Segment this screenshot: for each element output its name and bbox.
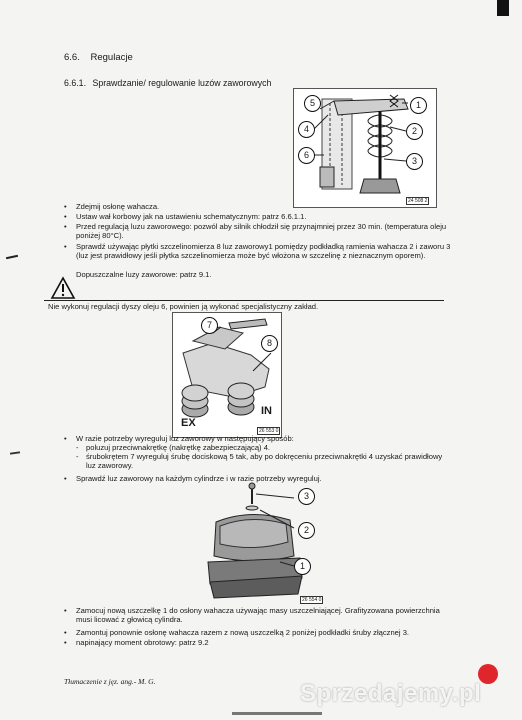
figure-code: 26 554 0 — [302, 597, 322, 603]
binding-mark — [6, 255, 18, 259]
warning-triangle-icon — [50, 276, 76, 300]
list-item-text: napinający moment obrotowy: patrz 9.2 — [76, 638, 209, 647]
exhaust-label: EX — [181, 417, 196, 429]
subsection-title: Sprawdzanie/ regulowanie luzów zaworowych — [92, 78, 272, 88]
callout-7: 7 — [201, 317, 218, 334]
callout-6: 6 — [298, 147, 315, 164]
translator-note: Tłumaczenie z jęz. ang.- M. G. — [64, 677, 156, 686]
list-item-text: Zdejmij osłonę wahacza. — [76, 202, 160, 211]
callout-2: 2 — [298, 522, 315, 539]
callout-4: 4 — [298, 121, 315, 138]
list-item-text: Dopuszczalne luzy zaworowe: patrz 9.1. — [76, 270, 212, 279]
subsection-heading — [64, 78, 271, 88]
list-item-text: Zamontuj ponownie osłonę wahacza razem z nową uszczelką 2 poniżej podkładki śruby złącznej 3. — [76, 628, 410, 637]
section-heading — [64, 52, 133, 63]
warning-rule — [44, 300, 444, 301]
list-item-text: Sprawdź używając płytki szczelinomierza 8 luz zaworowy1 pomiędzy podkładką ramienia wahacza 2 i zaworu 3 (luz jest prawidłowy jeśli płytka szczelinomierza może być włożona w szczelinę z nieznacznym oporem). — [76, 242, 451, 261]
sub-list-item-text: poluzuj przeciwnakrętkę (nakrętkę zabezpieczającą) 4. — [86, 443, 271, 452]
section-title: Regulacje — [90, 52, 133, 63]
scan-corner-mark — [497, 0, 509, 16]
binding-mark — [10, 451, 20, 454]
callout-3: 3 — [298, 488, 315, 505]
figure-code: 26 553 0 — [259, 428, 279, 434]
sub-list-item-text: śrubokrętem 7 wyreguluj śrubę dociskową 5 tak, aby po dokręceniu przeciwnakrętki 4 uzyskać prawidłowy luz zaworowy. — [86, 452, 443, 471]
callout-2: 2 — [406, 123, 423, 140]
list-item-text: Ustaw wał korbowy jak na ustawieniu schematycznym: patrz 6.6.1.1. — [76, 212, 307, 221]
scan-bottom-mark — [232, 712, 322, 715]
list-item-text: W razie potrzeby wyreguluj luz zaworowy w następujący sposób: — [76, 434, 294, 443]
watermark-badge-icon — [478, 664, 498, 684]
valve-adjust-figure — [172, 312, 282, 438]
list-item-text: Przed regulacją luzu zaworowego: pozwól aby silnik chłodził się przynajmniej przez 30 min. (temperatura oleju poniżej 80°C). — [76, 222, 447, 241]
section-number: 6.6. — [64, 52, 80, 63]
callout-1: 1 — [410, 97, 427, 114]
list-item-text: Sprawdź luz zaworowy na każdym cylindrze i w razie potrzeby wyreguluj. — [76, 474, 322, 483]
figure-code: 24 508 2 — [408, 198, 428, 204]
warning-text: Nie wykonuj regulacji dyszy oleju 6, powinien ją wykonać specjalistyczny zakład. — [48, 302, 319, 311]
callout-8: 8 — [261, 335, 278, 352]
callout-1: 1 — [294, 558, 311, 575]
list-item-text: Zamocuj nową uszczelkę 1 do osłony wahacza używając masy uszczelniającej. Grafityzowana powierzchnia musi licować z głowicą cylindra. — [76, 606, 440, 625]
subsection-number: 6.6.1. — [64, 78, 87, 88]
intake-label: IN — [261, 405, 272, 417]
rocker-arm-figure — [293, 88, 437, 208]
callout-5: 5 — [304, 95, 321, 112]
callout-3: 3 — [406, 153, 423, 170]
watermark-text: Sprzedajemy.pl — [300, 680, 482, 707]
rocker-cover-figure — [190, 482, 324, 606]
